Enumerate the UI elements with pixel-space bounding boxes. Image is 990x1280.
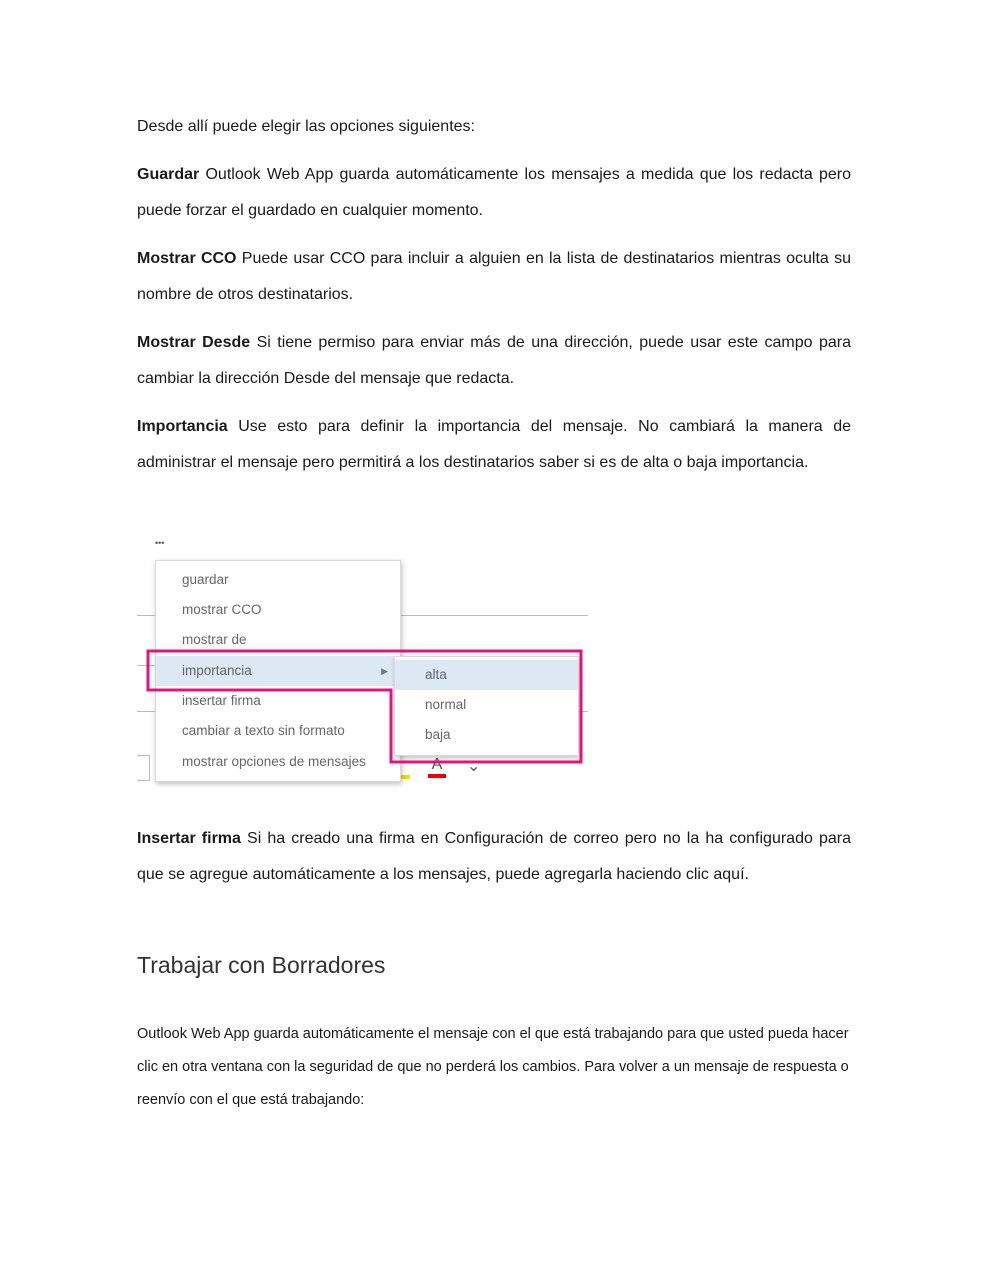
- term: Guardar: [137, 166, 200, 183]
- term: Mostrar CCO: [137, 250, 237, 267]
- paragraph-mostrar-cco: [137, 241, 851, 313]
- term: Importancia: [137, 418, 228, 435]
- paragraph-importancia: [137, 409, 851, 481]
- font-color-icon[interactable]: A: [428, 756, 446, 778]
- label: importancia: [182, 663, 252, 678]
- desc: Puede usar CCO para incluir a alguien en la lista de destinatarios mientras oculta su nombre de otros destinatarios.: [137, 250, 851, 303]
- intro-text: Desde allí puede elegir las opciones siguientes:: [137, 118, 475, 135]
- menu-item-mostrar-cco[interactable]: mostrar CCO: [182, 602, 262, 617]
- paragraph-insertar-firma: [137, 821, 851, 893]
- term: Mostrar Desde: [137, 334, 251, 351]
- menu-item-texto-sin-formato[interactable]: cambiar a texto sin formato: [182, 723, 345, 738]
- more-icon[interactable]: •••: [155, 538, 165, 548]
- section-heading: Trabajar con Borradores: [137, 952, 386, 978]
- menu-item-insertar-firma[interactable]: insertar firma: [182, 693, 261, 708]
- term: Insertar firma: [137, 830, 241, 847]
- menu-item-guardar[interactable]: guardar: [182, 572, 229, 587]
- menu-item-mostrar-de[interactable]: mostrar de: [182, 632, 247, 647]
- desc: Si tiene permiso para enviar más de una dirección, puede usar este campo para cambiar la dirección Desde del mensaje que redacta.: [137, 334, 851, 387]
- paragraph-guardar: [137, 157, 851, 229]
- submenu-item-baja[interactable]: baja: [425, 727, 451, 742]
- expand-icon[interactable]: ⌄: [467, 758, 481, 775]
- menu-screenshot: [137, 538, 597, 788]
- menu-item-opciones-mensajes[interactable]: mostrar opciones de mensajes: [182, 754, 366, 769]
- submenu-item-alta[interactable]: alta: [395, 660, 578, 690]
- desc: Outlook Web App guarda automáticamente los mensajes a medida que los redacta pero puede forzar el guardado en cualquier momento.: [137, 166, 851, 219]
- paragraph-mostrar-desde: [137, 325, 851, 397]
- body-text: Outlook Web App guarda automáticamente el mensaje con el que está trabajando para que usted pueda hacer clic en otra ventana con la seguridad de que no perderá los cambios. Para volver a un mensaje de respuesta o reenvío con el que está trabajando:: [137, 1026, 849, 1108]
- chevron-right-icon: ▶: [381, 666, 388, 676]
- highlight-outline: [137, 538, 597, 788]
- desc: Use esto para definir la importancia del mensaje. No cambiará la manera de administrar el mensaje pero permitirá a los destinatarios saber si es de alta o baja importancia.: [137, 418, 851, 471]
- desc: Si ha creado una firma en Configuración de correo pero no la ha configurado para que se agregue automáticamente a los mensajes, puede agregarla haciendo clic aquí.: [137, 830, 851, 883]
- submenu-item-normal[interactable]: normal: [425, 697, 467, 712]
